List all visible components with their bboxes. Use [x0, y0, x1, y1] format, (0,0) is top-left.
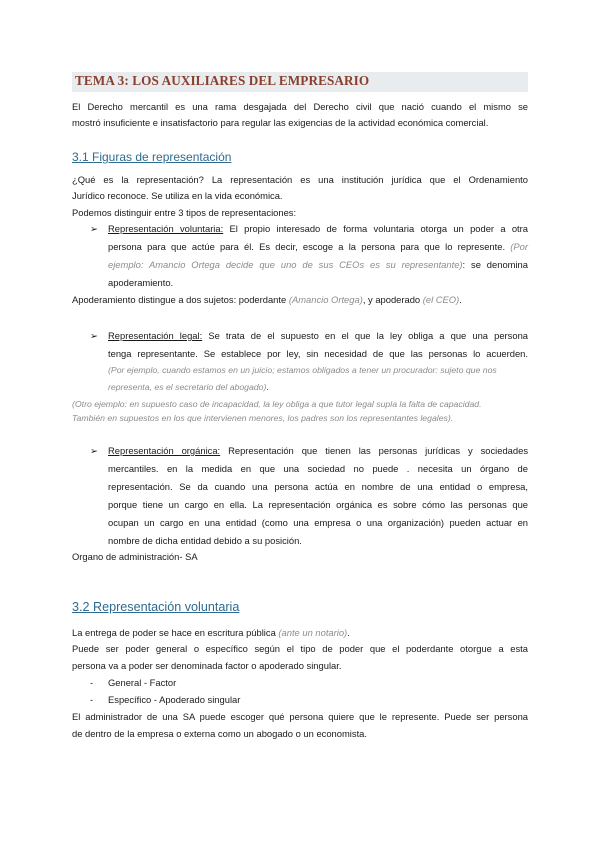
s2-p1-tail: .: [347, 627, 350, 638]
s1-p1-line-1: ¿Qué es la representación? La representación es una institución jurídica que el Ordenamiento: [72, 174, 528, 185]
s2-p1-text: La entrega de poder se hace en escritura pública: [72, 627, 279, 638]
list-item: General - Factor: [108, 677, 177, 688]
s2-p3-line-2: de dentro de la empresa o externa como un abogado o un economista.: [72, 728, 367, 739]
legal-example-1: (Por ejemplo, cuando estamos en un juicio; estamos obligados a tener un procurador: sujeto que nos: [108, 365, 497, 375]
legal-text-1: Se trata de el supuesto en el que la ley obliga a que una persona: [202, 330, 528, 341]
apod-example-2: (el CEO): [422, 294, 460, 305]
arrow-bullet-icon: ➢: [90, 223, 98, 234]
list-item: Específico - Apoderado singular: [108, 694, 241, 705]
legal-line-4: [108, 381, 269, 393]
vol-label: Representación voluntaria:: [108, 223, 224, 234]
apod-text-b: , y apoderado: [362, 294, 423, 305]
dash-bullet: -: [90, 677, 94, 688]
s2-p3-line-1: El administrador de una SA puede escoger qué persona quiere que le represente. Puede ser persona: [72, 711, 528, 722]
s2-p2-line-1: Puede ser poder general o específico según el tipo de poder que el poderdante otorgue a esta: [72, 643, 528, 654]
vol-text-2: persona para que actúe para él. Es decir, escoge a la persona para que lo represente.: [108, 241, 506, 252]
vol-example: ejemplo: Amancio Ortega decide que uno de sus CEOs es su representante): [108, 259, 463, 270]
vol-line-4: apoderamiento.: [108, 277, 174, 288]
org-line-5: ocupan un cargo en una entidad (como una empresa o una organización) pueden actuar en: [108, 517, 528, 528]
org-line-4: porque tiene un cargo en ella. La representación orgánica es sobre cómo las personas que: [108, 499, 528, 510]
vol-line-3: [108, 259, 528, 271]
apod-example-1: (Amancio Ortega): [288, 294, 363, 305]
s2-p1: [72, 627, 350, 639]
org-line-6: nombre de dicha entidad debido a su posición.: [108, 535, 302, 546]
vol-line-2: [108, 241, 528, 253]
arrow-bullet-icon: ➢: [90, 330, 98, 341]
apod-text-a: Apoderamiento distingue a dos sujetos: poderdante: [72, 294, 289, 305]
page-title: TEMA 3: LOS AUXILIARES DEL EMPRESARIO: [75, 73, 370, 88]
s2-p1-example: (ante un notario): [278, 627, 348, 638]
org-line-2: mercantiles. en la medida en que una sociedad no puede . necesita un órgano de: [108, 463, 528, 474]
otro-ejemplo-2: También en supuestos en los que intervienen menores, los padres son los representantes legales).: [72, 413, 454, 423]
org-line-1: [108, 445, 528, 457]
legal-line-1: [108, 330, 528, 342]
org-label: Representación orgánica:: [108, 445, 221, 456]
otro-ejemplo-1: (Otro ejemplo: en supuesto caso de incapacidad, la ley obliga a que tutor legal supla la falta de capacidad.: [72, 399, 482, 409]
legal-text-4: .: [266, 382, 269, 392]
dash-bullet: -: [90, 694, 94, 705]
intro-line-2: mostró insuficiente e insatisfactorio para regular las exigencias de la actividad económica comercial.: [72, 117, 489, 128]
intro-line-1: El Derecho mercantil es una rama desgajada del Derecho civil que nació cuando el mismo se: [72, 101, 528, 112]
apod-text-c: .: [459, 294, 462, 305]
legal-label: Representación legal:: [108, 330, 203, 341]
legal-example-2: representa, es el secretario del abogado): [108, 382, 267, 392]
org-line-3: representación. Se da cuando una persona actúa en nombre de una entidad o empresa,: [108, 481, 528, 492]
legal-line-2: tenga representante. Se establece por ley, sin necesidad de que las personas lo acuerden.: [108, 348, 528, 359]
org-text-1: Representación que tienen las personas jurídicas y sociedades: [220, 445, 529, 456]
apoderamiento-line: [72, 294, 462, 306]
vol-example-start: (Por: [505, 241, 528, 252]
s2-p2-line-2: persona va a poder ser denominada factor o apoderado singular.: [72, 660, 342, 671]
organo-administracion: Organo de administración- SA: [72, 551, 198, 562]
vol-text-3: : se denomina: [462, 259, 528, 270]
s1-p2: Podemos distinguir entre 3 tipos de representaciones:: [72, 207, 297, 218]
vol-line-1: [108, 223, 528, 235]
arrow-bullet-icon: ➢: [90, 445, 98, 456]
section-heading-3-1: 3.1 Figuras de representación: [72, 150, 232, 164]
section-heading-3-2: 3.2 Representación voluntaria: [72, 600, 240, 614]
s1-p1-line-2: Jurídico reconoce. Se utiliza en la vida económica.: [72, 190, 283, 201]
vol-text-1: El propio interesado de forma voluntaria otorga un poder a otra: [223, 223, 528, 234]
